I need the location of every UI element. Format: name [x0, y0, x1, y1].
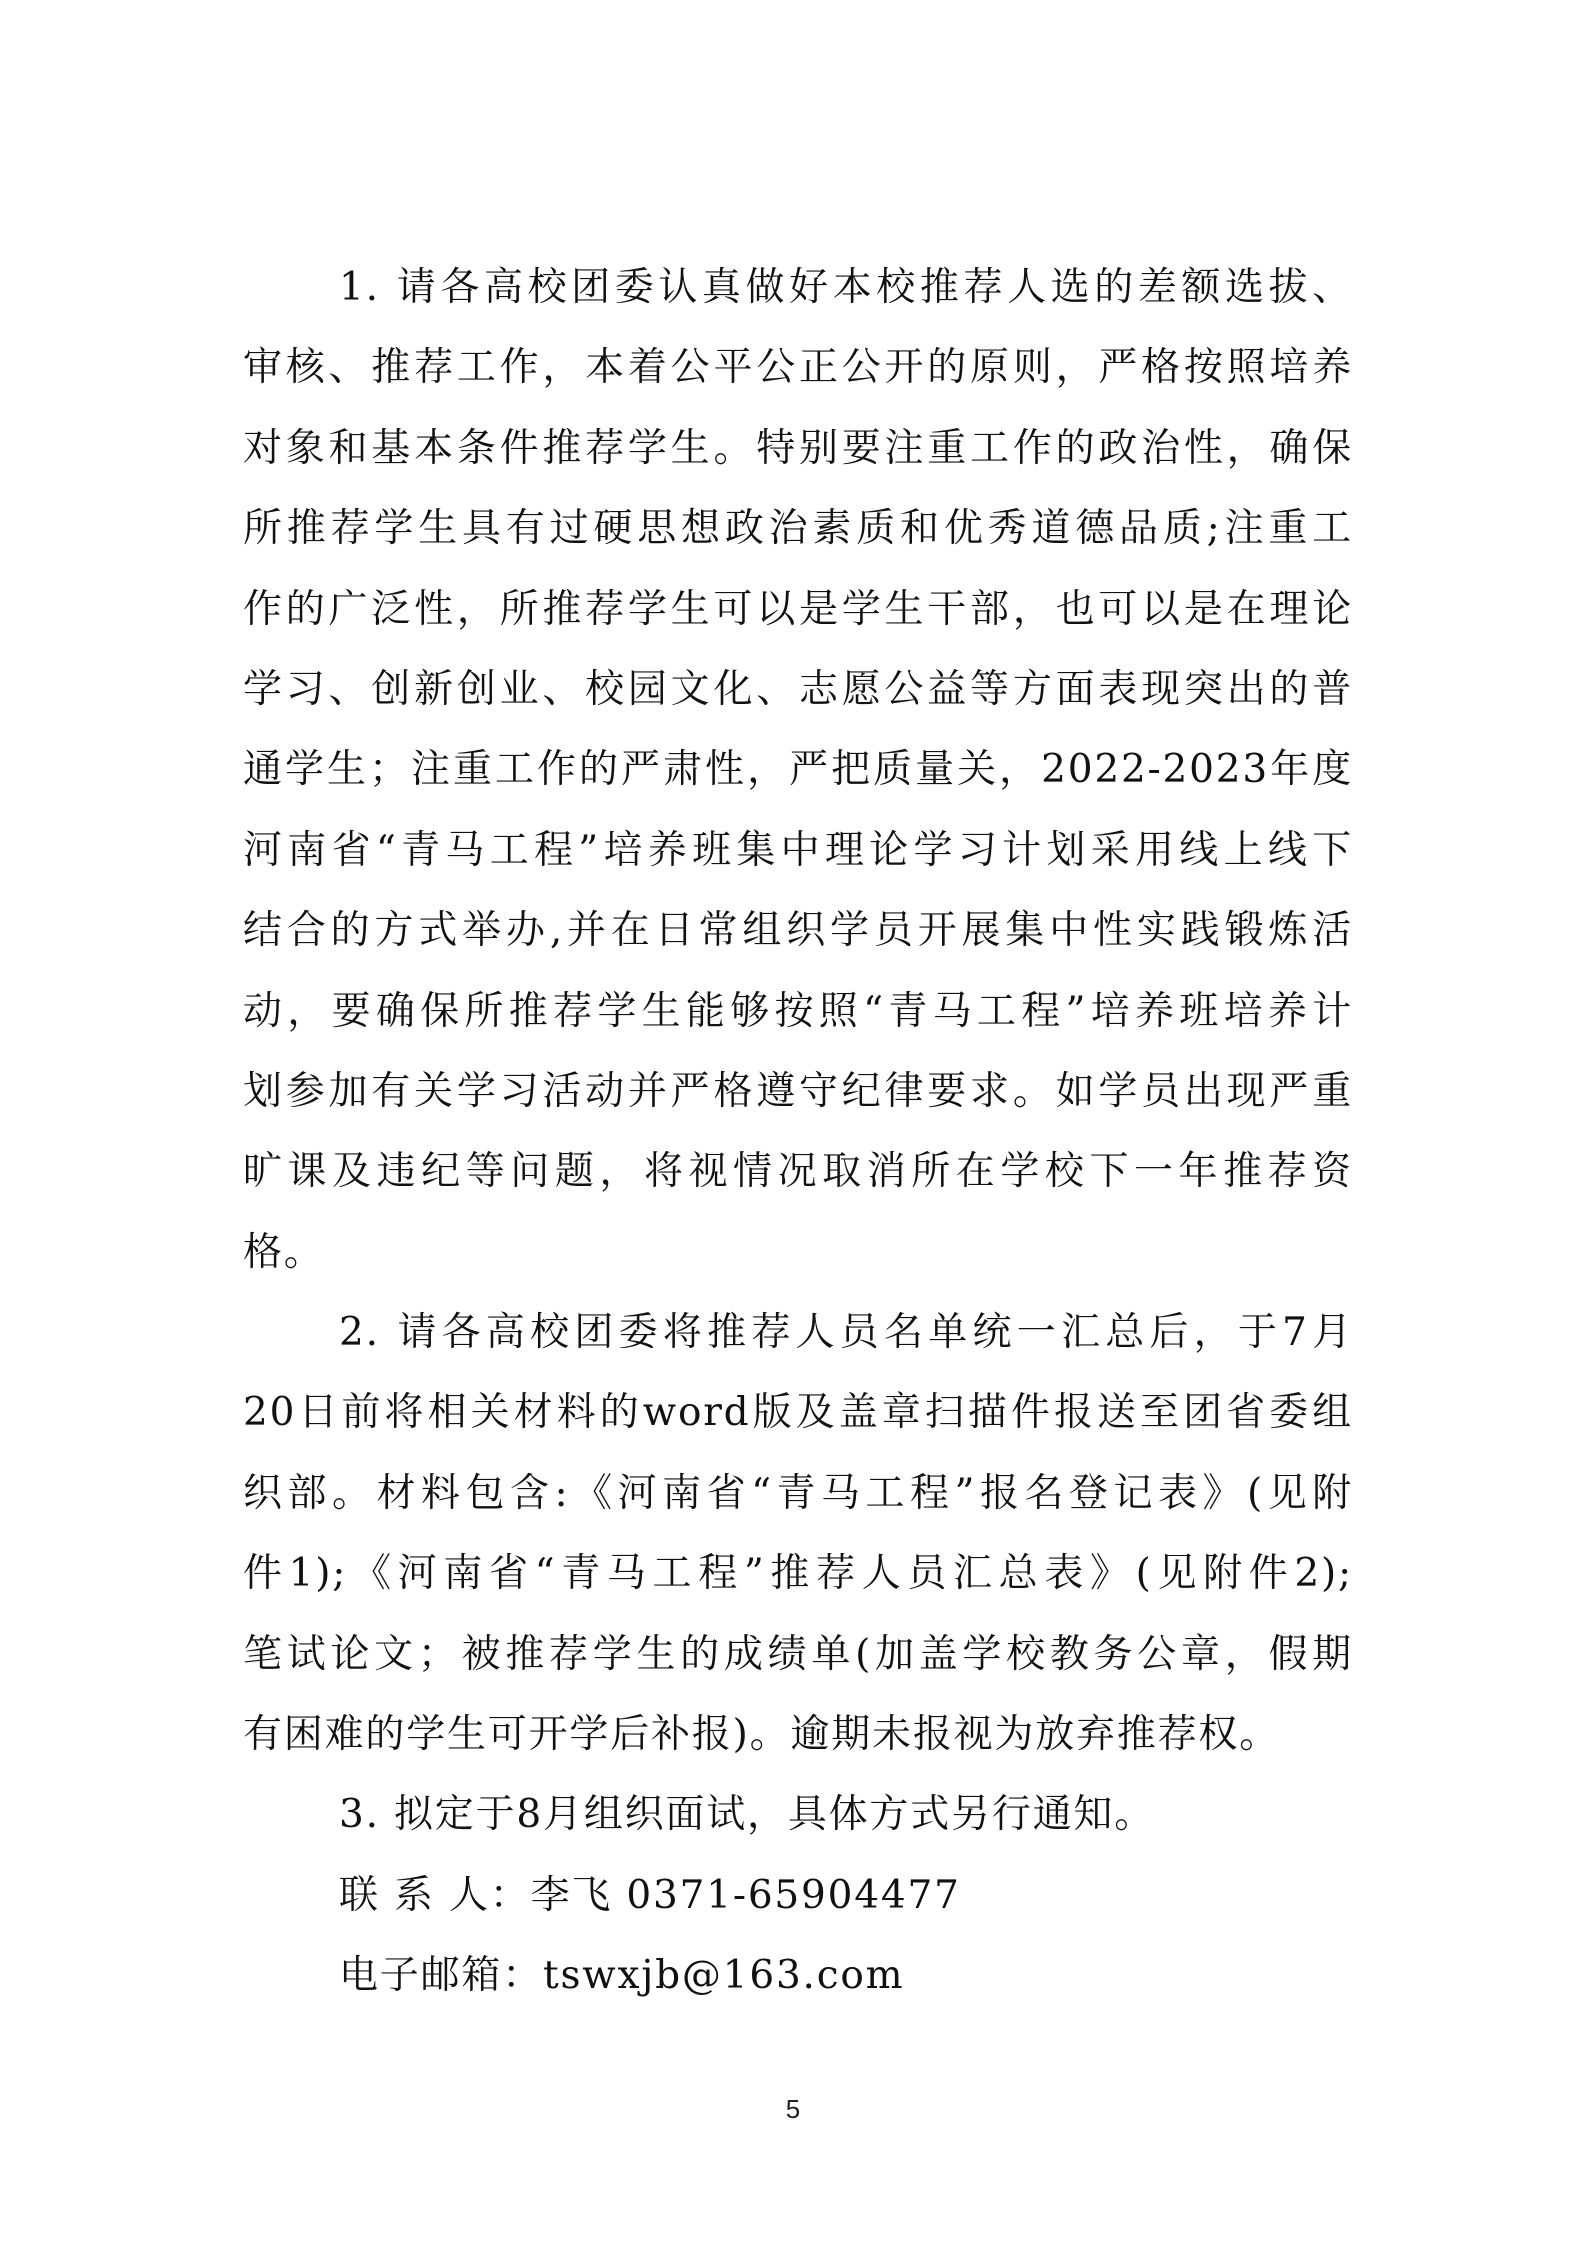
text-line: 3. 拟定于8月组织面试，具体方式另行通知。 [339, 1792, 1156, 1838]
text-line: 格。 [243, 1229, 325, 1275]
text-line: 2. 请各高校团委将推荐人员名单统一汇总后，于7月 [339, 1310, 1353, 1356]
contact-person-line [243, 1856, 1353, 1936]
text-line: 作的广泛性，所推荐学生可以是学生干部，也可以是在理论 [243, 586, 1353, 632]
text-line: 件1);《河南省“青马工程”推荐人员汇总表》(见附件2); [243, 1551, 1353, 1597]
paragraph-item-3 [243, 1775, 1353, 1855]
text-line: 对象和基本条件推荐学生。特别要注重工作的政治性，确保 [243, 425, 1353, 471]
text-line: 织部。材料包含:《河南省“青马工程”报名登记表》(见附 [243, 1470, 1353, 1516]
text-line: 20日前将相关材料的word版及盖章扫描件报送至团省委组 [243, 1390, 1353, 1436]
text-line: 审核、推荐工作，本着公平公正公开的原则，严格按照培养 [243, 345, 1353, 391]
text-line: 联 系 人：李飞 0371-65904477 [339, 1872, 961, 1918]
paragraph-item-1 [243, 248, 1353, 1293]
paragraph-item-2 [243, 1293, 1353, 1775]
page-number: 5 [785, 2094, 801, 2124]
text-line: 笔试论文；被推荐学生的成绩单(加盖学校教务公章，假期 [243, 1631, 1353, 1677]
text-line: 电子邮箱：tswxjb@163.com [339, 1953, 905, 1999]
text-line: 有困难的学生可开学后补报)。逾期未报视为放弃推荐权。 [243, 1712, 1281, 1758]
document-body [243, 248, 1353, 2017]
text-line: 1. 请各高校团委认真做好本校推荐人选的差额选拔、 [339, 265, 1353, 310]
text-line: 旷课及违纪等问题，将视情况取消所在学校下一年推荐资 [243, 1149, 1353, 1195]
contact-email-line [243, 1936, 1353, 2016]
text-line: 通学生；注重工作的严肃性，严把质量关，2022-2023年度 [243, 747, 1353, 793]
text-line: 学习、创新创业、校园文化、志愿公益等方面表现突出的普 [243, 666, 1353, 712]
text-line: 河南省“青马工程”培养班集中理论学习计划采用线上线下 [243, 827, 1353, 873]
text-line: 划参加有关学习活动并严格遵守纪律要求。如学员出现严重 [243, 1068, 1353, 1114]
text-line: 结合的方式举办,并在日常组织学员开展集中性实践锻炼活 [243, 908, 1353, 954]
text-line: 所推荐学生具有过硬思想政治素质和优秀道德品质;注重工 [243, 506, 1353, 552]
text-line: 动，要确保所推荐学生能够按照“青马工程”培养班培养计 [243, 988, 1353, 1034]
